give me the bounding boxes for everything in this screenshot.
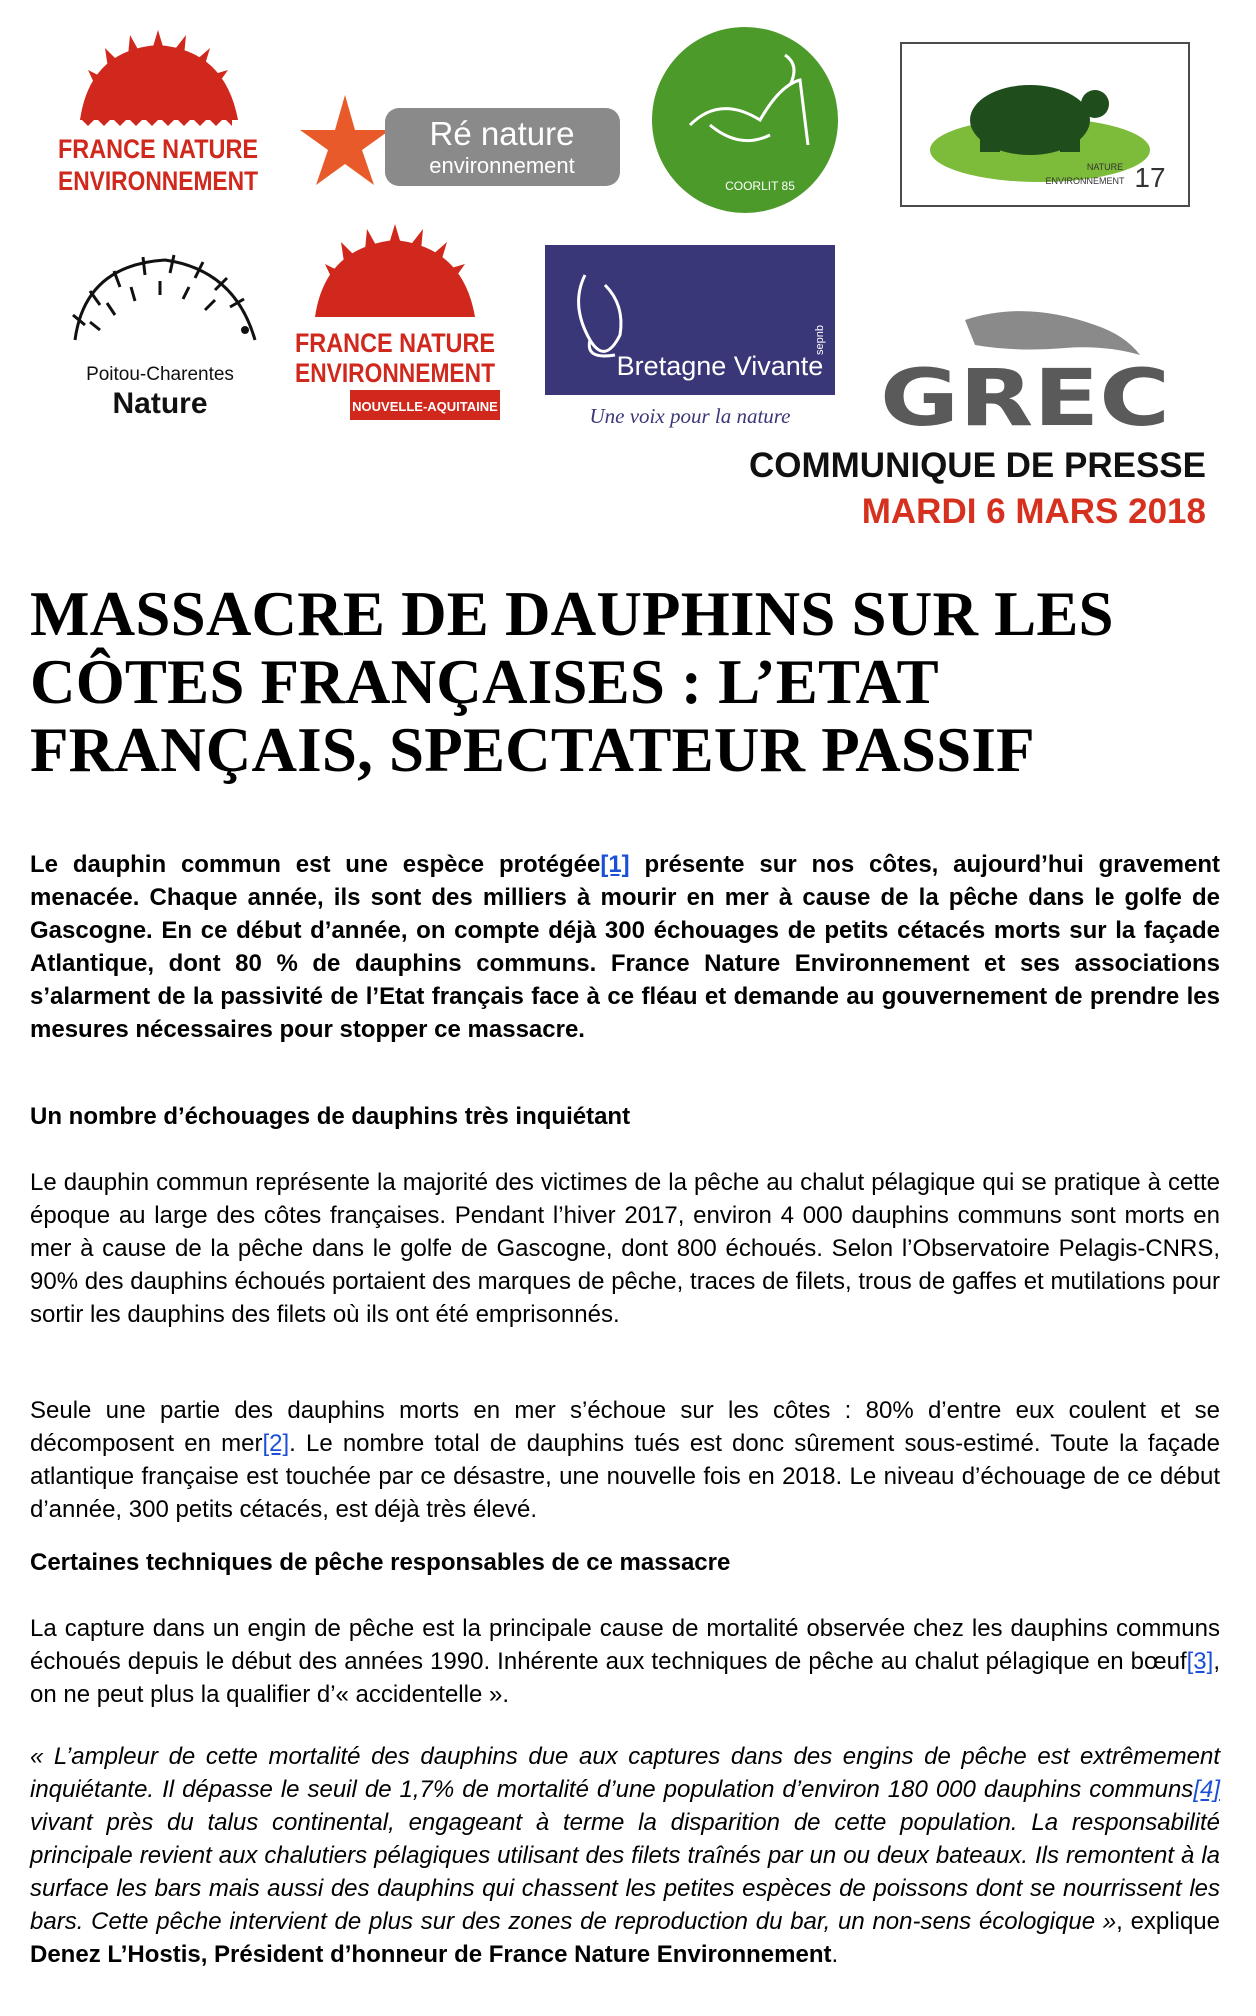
logo-re-nature xyxy=(290,90,630,200)
p2-text-2: . Le nombre total de dauphins tués est donc sûrement sous-estimé. Toute la façade atlantique française est touchée par ce désastre, une nouvelle fois en 2018. Le niveau d’échouage de ce début d’année, 300 petits cétacés, est déjà très élevé. xyxy=(30,1430,1220,1523)
logo-coorlit xyxy=(650,25,840,215)
p2-text-1: Seule une partie des dauphins morts en mer s’échoue sur les côtes : 80% d’entre eux coulent et se décomposent en mer xyxy=(30,1397,1220,1457)
lead-text-1: Le dauphin commun est une espèce protégée xyxy=(30,851,601,878)
section-1-title: Un nombre d’échouages de dauphins très inquiétant xyxy=(30,1103,631,1130)
logo-coorlit-label: COORLIT 85 xyxy=(725,179,795,193)
attribution-prefix: , explique xyxy=(1116,1908,1220,1935)
p3-text-2: , on ne peut plus la qualifier d’« accidentelle ». xyxy=(30,1648,1220,1708)
logo-ne17-line1: NATURE xyxy=(1086,162,1124,172)
logo-fne xyxy=(50,30,265,210)
logo-grec xyxy=(865,300,1185,444)
headline: MASSACRE DE DAUPHINS SUR LES CÔTES FRANÇAISES : L’ETAT FRANÇAIS, SPECTATEUR PASSIF xyxy=(30,579,1114,785)
logo-fne-line2: ENVIRONNEMENT xyxy=(58,166,259,196)
logo-re-line2: environnement xyxy=(429,153,575,178)
logo-fne-line1: FRANCE NATURE xyxy=(58,134,258,164)
logo-ne17-line2: ENVIRONNEMENT xyxy=(1045,176,1125,186)
footnote-link-1[interactable]: [1] xyxy=(600,851,630,878)
footnote-link-3[interactable]: [3] xyxy=(1186,1648,1214,1675)
logo-fnena-line1: FRANCE NATURE xyxy=(295,328,495,358)
logo-grec-label: GREC xyxy=(880,354,1170,444)
logo-bv-sepnb: sepnb xyxy=(814,325,826,355)
quote-text-2: vivant près du talus continental, engageant à terme la disparition de cette population. La responsabilité principale revient aux chalutiers pélagiques utilisant des filets traînés par un ou deux bateaux. Ils remontent à la surface les bars mais aussi des dauphins qui chassent les petites espèces de poissons dont se nourrissent les bars. Cette pêche intervient de plus sur des zones de reproduction du bar, un non-sens écologique » xyxy=(30,1809,1220,1935)
lead-paragraph xyxy=(30,848,1220,1046)
logo-fnena-line2: ENVIRONNEMENT xyxy=(295,358,496,388)
quote-paragraph xyxy=(30,1740,1220,1971)
logo-fnena-line3: NOUVELLE-AQUITAINE xyxy=(352,399,498,414)
section-2-paragraph-1 xyxy=(30,1612,1220,1711)
footnote-link-4[interactable]: [4] xyxy=(1193,1776,1220,1803)
logo-ne17-number: 17 xyxy=(1134,162,1166,193)
logo-pcn-line2: Nature xyxy=(112,387,208,420)
press-release-date: MARDI 6 MARS 2018 xyxy=(861,492,1206,531)
section-1-paragraph-1: Le dauphin commun représente la majorité des victimes de la pêche au chalut pélagique qui se pratique à cette époque au large des côtes françaises. Pendant l’hiver 2017, environ 4 000 dauphins communs sont morts en mer à cause de la pêche dans le golfe de Gascogne, dont 800 échoués. Selon l’Observatoire Pelagis-CNRS, 90% des dauphins échoués portaient des marques de pêche, traces de filets, trous de gaffes et mutilations pour sortir les dauphins des filets où ils ont été emprisonnés. xyxy=(30,1169,1220,1328)
quote-text-1: « L’ampleur de cette mortalité des dauphins due aux captures dans des engins de pêche est extrêmement inquiétante. Il dépasse le seuil de 1,7% de mortalité d’une population d’environ 180 000 dauphins communs xyxy=(30,1743,1220,1803)
logo-poitou-charentes-nature xyxy=(55,245,270,425)
logo-bv-tagline: Une voix pour la nature xyxy=(589,404,791,428)
press-release-label: COMMUNIQUE DE PRESSE xyxy=(749,446,1206,485)
logo-re-line1: Ré nature xyxy=(429,115,575,152)
attribution-name: Denez L’Hostis, Président d’honneur de France Nature Environnement xyxy=(30,1941,832,1968)
logo-pcn-line1: Poitou-Charentes xyxy=(86,364,234,385)
logo-ne17 xyxy=(900,42,1190,207)
p3-text-1: La capture dans un engin de pêche est la principale cause de mortalité observée chez les dauphins communs échoués depuis le début des années 1990. Inhérente aux techniques de pêche au chalut pélagique en bœuf xyxy=(30,1615,1220,1675)
logo-bv-name: Bretagne Vivante xyxy=(616,351,824,381)
logo-bretagne-vivante xyxy=(545,245,835,430)
footnote-link-2[interactable]: [2] xyxy=(262,1430,290,1457)
logo-fne-nouvelle-aquitaine xyxy=(285,222,515,427)
attribution-end: . xyxy=(831,1941,839,1968)
section-1-paragraph-2 xyxy=(30,1394,1220,1526)
section-2-title: Certaines techniques de pêche responsables de ce massacre xyxy=(30,1549,731,1576)
lead-text-2: présente sur nos côtes, aujourd’hui gravement menacée. Chaque année, ils sont des milliers à mourir en mer à cause de la pêche dans le golfe de Gascogne. En ce début d’année, on compte déjà 300 échouages de petits cétacés morts sur la façade Atlantique, dont 80 % de dauphins communs. France Nature Environnement et ses associations s’alarment de la passivité de l’Etat français face à ce fléau et demande au gouvernement de prendre les mesures nécessaires pour stopper ce massacre. xyxy=(30,851,1221,1043)
